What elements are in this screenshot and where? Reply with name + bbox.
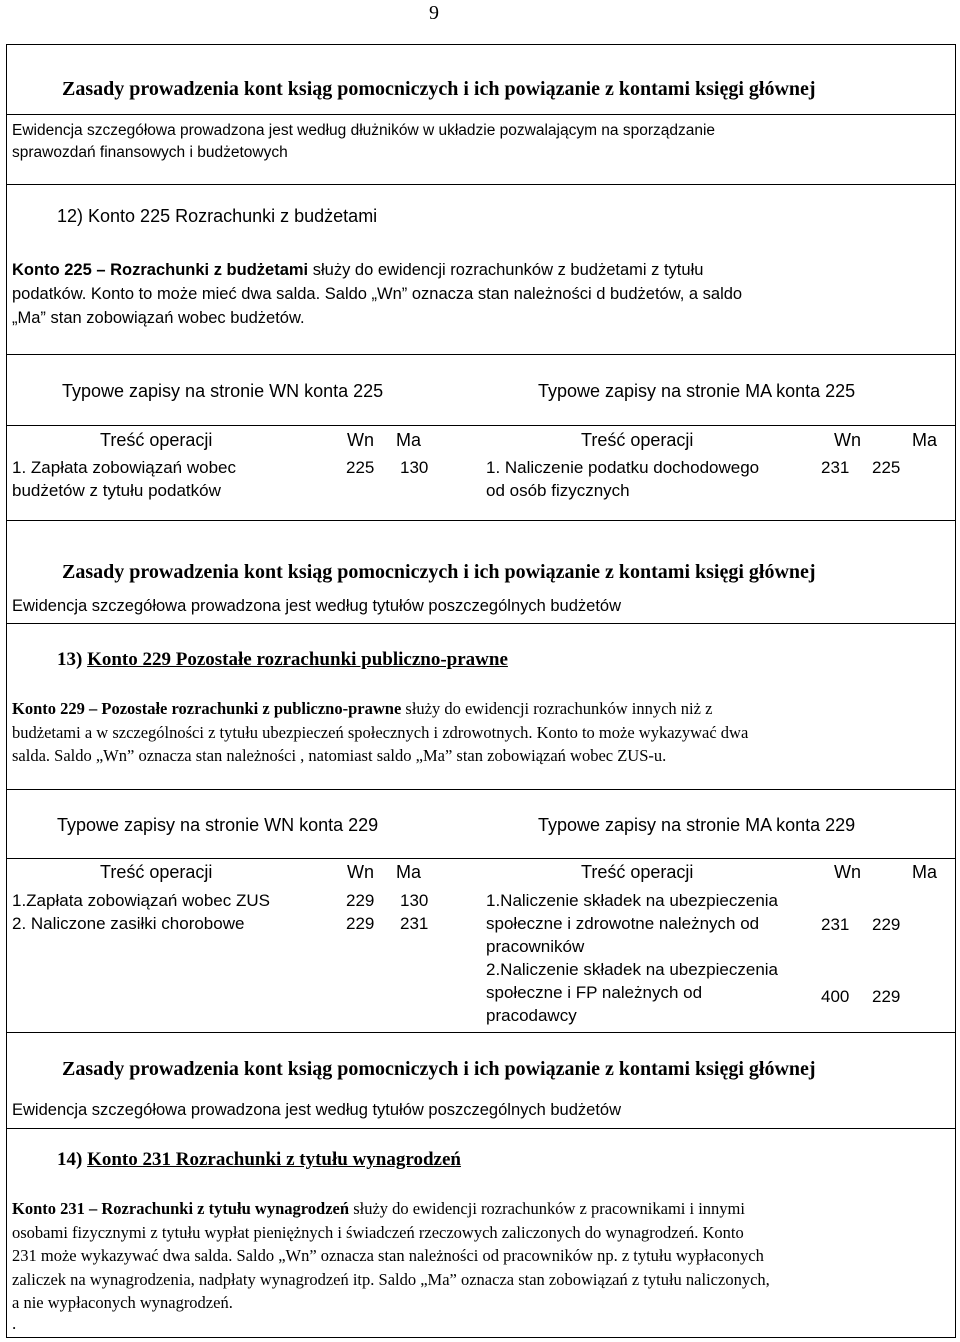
desc-text: służy do ewidencji rozrachunków z pracownikami i innymi [349,1199,745,1218]
account-title: 12) Konto 225 Rozrachunki z budżetami [57,206,378,226]
desc-text: a nie wypłaconych wynagrodzeń. [12,1293,233,1312]
page-number: 9 [429,2,439,24]
divider [6,184,956,185]
divider [6,1032,956,1033]
account-name: Konto 225 – Rozrachunki z budżetami [12,261,309,279]
row-text: 1.Naliczenie składek na ubezpieczenia [486,891,779,910]
section-heading: Zasady prowadzenia kont ksiąg pomocniczych i ich powiązanie z kontami księgi głównej [62,561,816,583]
desc-text: salda. Saldo „Wn” oznacza stan należności , natomiast saldo „Ma” stan zobowiązań wobec ZUS-u. [12,746,667,765]
account-number: 13) [57,649,88,670]
desc-text: 231 może wykazywać dwa salda. Saldo „Wn” oznacza stan należności od pracowników np. z tytułu wypłaconych [12,1246,764,1265]
row-text: 1. Naliczenie podatku dochodowego [486,458,760,477]
section-heading: Zasady prowadzenia kont ksiąg pomocniczych i ich powiązanie z kontami księgi głównej [62,78,816,100]
col-header-wn: Wn [347,862,374,882]
row-text: pracowników [486,937,585,956]
section-intro: Ewidencja szczegółowa prowadzona jest według tytułów poszczególnych budżetów [12,597,622,615]
divider [6,425,956,426]
intro-line: Ewidencja szczegółowa prowadzona jest według dłużników w układzie pozwalającym na sporządzanie [12,122,716,139]
account-title [57,649,508,671]
row-ma [400,889,428,935]
row-text: 2. Naliczone zasiłki chorobowe [12,914,245,933]
table-row [486,889,778,1027]
desc-text: osobami fizycznymi z tytułu wypłat pieniężnych i świadczeń rzeczowych zaliczonych do wynagrodzeń. Konto [12,1222,744,1242]
ma-table-title: Typowe zapisy na stronie MA konta 225 [538,381,856,401]
wn-table-title: Typowe zapisy na stronie WN konta 229 [57,815,379,835]
divider [6,858,956,859]
document-frame [6,44,956,1338]
row-text: 1.Zapłata zobowiązań wobec ZUS [12,891,270,910]
col-header-wn: Wn [834,430,861,450]
desc-text: „Ma” stan zobowiązań wobec budżetów. [12,309,305,327]
desc-text: podatków. Konto to może mieć dwa salda. Saldo „Wn” oznacza stan należności d budżetów, a saldo [12,285,743,303]
account-description [12,697,942,768]
row-wn: 225 [346,458,375,477]
row-wn: 231 [821,915,850,934]
col-header-wn: Wn [347,430,374,450]
account-title-text: Konto 229 Pozostałe rozrachunki publiczno-prawne [87,649,508,670]
wn-value: 229 [346,914,375,933]
row-wn: 400 [821,987,850,1006]
account-name: Konto 231 – Rozrachunki z tytułu wynagrodzeń [12,1199,350,1218]
row-text: pracodawcy [486,1006,577,1025]
section-heading: Zasady prowadzenia kont ksiąg pomocniczych i ich powiązanie z kontami księgi głównej [62,1058,816,1080]
account-title [57,1149,461,1171]
divider [6,114,956,115]
table-row [486,456,759,502]
trailing-mark: . [12,1314,17,1333]
row-text: 2.Naliczenie składek na ubezpieczenia [486,960,779,979]
divider [6,520,956,521]
desc-text: służy do ewidencji rozrachunków innych niż z [401,699,713,718]
col-header-ma: Ma [912,430,938,450]
col-header-tresc: Treść operacji [581,430,694,450]
table-row [12,456,236,502]
desc-text: budżetami a w szczególności z tytułu ubezpieczeń społecznych i zdrowotnych. Konto to może wykazywać dwa [12,722,749,742]
account-number: 14) [57,1149,88,1170]
divider [6,789,956,790]
divider [6,354,956,355]
row-ma: 229 [872,987,901,1006]
col-header-tresc: Treść operacji [100,430,213,450]
row-ma: 225 [872,458,901,477]
account-name: Konto 229 – Pozostałe rozrachunki z publiczno-prawne [12,699,402,718]
account-description [12,258,942,330]
ma-value: 130 [400,891,429,910]
table-row [12,889,270,935]
wn-value: 229 [346,891,375,910]
desc-text: zaliczek na wynagrodzenia, nadpłaty wynagrodzeń itp. Saldo „Ma” oznacza stan zobowiązań z tytułu naliczonych, [12,1269,770,1289]
row-wn [346,889,374,935]
col-header-tresc: Treść operacji [100,862,213,882]
col-header-ma: Ma [912,862,938,882]
row-text: społeczne i zdrowotne należnych od [486,914,760,933]
col-header-wn: Wn [834,862,861,882]
row-text: od osób fizycznych [486,481,630,500]
col-header-ma: Ma [396,862,422,882]
col-header-ma: Ma [396,430,422,450]
row-ma: 229 [872,915,901,934]
row-text: budżetów z tytułu podatków [12,481,221,500]
row-ma: 130 [400,458,429,477]
intro-line: sprawozdań finansowych i budżetowych [12,144,288,161]
account-description [12,1197,942,1315]
row-text: 1. Zapłata zobowiązań wobec [12,458,236,477]
row-text: społeczne i FP należnych od [486,983,703,1002]
section-intro: Ewidencja szczegółowa prowadzona jest według tytułów poszczególnych budżetów [12,1101,622,1119]
desc-text: służy do ewidencji rozrachunków z budżetami z tytułu [308,261,704,279]
row-wn: 231 [821,458,850,477]
col-header-tresc: Treść operacji [581,862,694,882]
account-title-text: Konto 231 Rozrachunki z tytułu wynagrodzeń [87,1149,461,1170]
ma-table-title: Typowe zapisy na stronie MA konta 229 [538,815,856,835]
wn-table-title: Typowe zapisy na stronie WN konta 225 [62,381,384,401]
ma-value: 231 [400,914,429,933]
divider [6,1128,956,1129]
divider [6,623,956,624]
section-intro [12,120,942,164]
